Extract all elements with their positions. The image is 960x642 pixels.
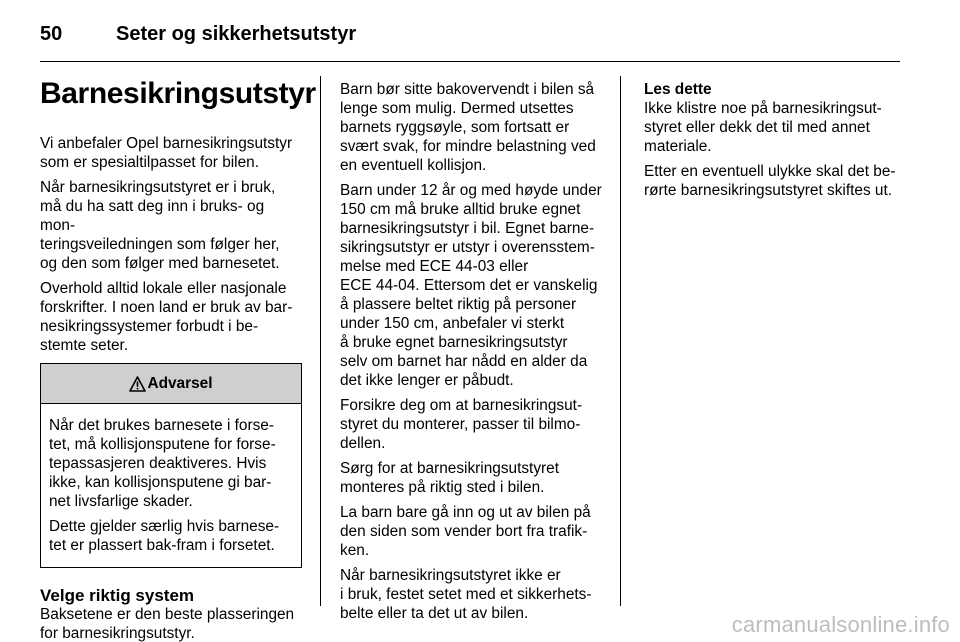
page-number: 50 bbox=[40, 22, 63, 45]
header-rule bbox=[40, 61, 900, 62]
paragraph: Etter en eventuell ulykke skal det be- rørte barnesikringsutstyret skiftes ut. bbox=[644, 163, 896, 199]
paragraph: Når barnesikringsutstyret er i bruk, må du ha satt deg inn i bruks- og mon- teringsveiledningen som følger her, og den som følger med barnesetet. bbox=[40, 179, 280, 272]
column-1 bbox=[40, 64, 316, 642]
warning-box bbox=[40, 363, 302, 568]
paragraph: Forsikre deg om at barnesikringsut- styret du monterer, passer til bilmo- dellen. bbox=[340, 397, 583, 452]
running-title: Seter og sikkerhetsutstyr bbox=[116, 22, 357, 45]
page-header bbox=[40, 18, 356, 50]
warning-paragraph: Dette gjelder særlig hvis barnese- tet er plassert bak-fram i forsetet. bbox=[49, 518, 280, 554]
paragraph: Sørg for at barnesikringsutstyret monteres på riktig sted i bilen. bbox=[340, 460, 559, 496]
warning-triangle-icon bbox=[129, 376, 146, 392]
warning-header bbox=[41, 364, 301, 404]
warning-heading: Advarsel bbox=[147, 375, 213, 392]
paragraph: Baksetene er den beste plasseringen for barnesikringsutstyr. bbox=[40, 606, 295, 642]
paragraph: Overhold alltid lokale eller nasjonale forskrifter. I noen land er bruk av bar- nesikringssystemer forbudt i be- stemte seter. bbox=[40, 280, 293, 354]
paragraph: Ikke klistre noe på barnesikringsut- styret eller dekk det til med annet materiale. bbox=[644, 100, 882, 155]
column-divider-2 bbox=[620, 76, 621, 606]
column-2 bbox=[340, 80, 602, 629]
watermark: carmanualsonline.info bbox=[731, 612, 950, 637]
column-3 bbox=[644, 80, 902, 206]
warning-paragraph: Når det brukes barnesete i forse- tet, må kollisjonsputene for forse- tepassasjeren deaktiveres. Hvis ikke, kan kollisjonsputene gi bar- net livsfarlige skader. bbox=[49, 417, 276, 510]
paragraph: Vi anbefaler Opel barnesikringsutstyr som er spesialtilpasset for bilen. bbox=[40, 135, 293, 171]
column-divider-1 bbox=[320, 76, 321, 606]
paragraph: Barn bør sitte bakovervendt i bilen så lenge som mulig. Dermed utsettes barnets ryggsøyle, som fortsatt er svært svak, for mindre belastning ved en eventuell kollisjon. bbox=[340, 81, 596, 174]
warning-body bbox=[41, 404, 301, 567]
paragraph: Når barnesikringsutstyret ikke er i bruk, festet setet med et sikkerhets- belte eller ta det ut av bilen. bbox=[340, 567, 592, 622]
note-heading: Les dette bbox=[644, 81, 712, 98]
paragraph: Barn under 12 år og med høyde under 150 cm må bruke alltid bruke egnet barnesikringsutstyr i bil. Egnet barne- sikringsutstyr er utstyr i overensstem- melse med ECE 44-03 eller ECE 44-04. Ettersom det er vanskelig å plassere beltet riktig på personer under 150 cm, anbefaler vi sterkt å bruke egnet barnesikringsutstyr selv om barnet har nådd en alder da det ikke lenger er påbudt. bbox=[340, 182, 602, 389]
subheading: Velge riktig system bbox=[40, 586, 195, 605]
paragraph: La barn bare gå inn og ut av bilen på den siden som vender bort fra trafik- ken. bbox=[340, 504, 591, 559]
section-title: Barnesikringsutstyr bbox=[40, 77, 316, 110]
